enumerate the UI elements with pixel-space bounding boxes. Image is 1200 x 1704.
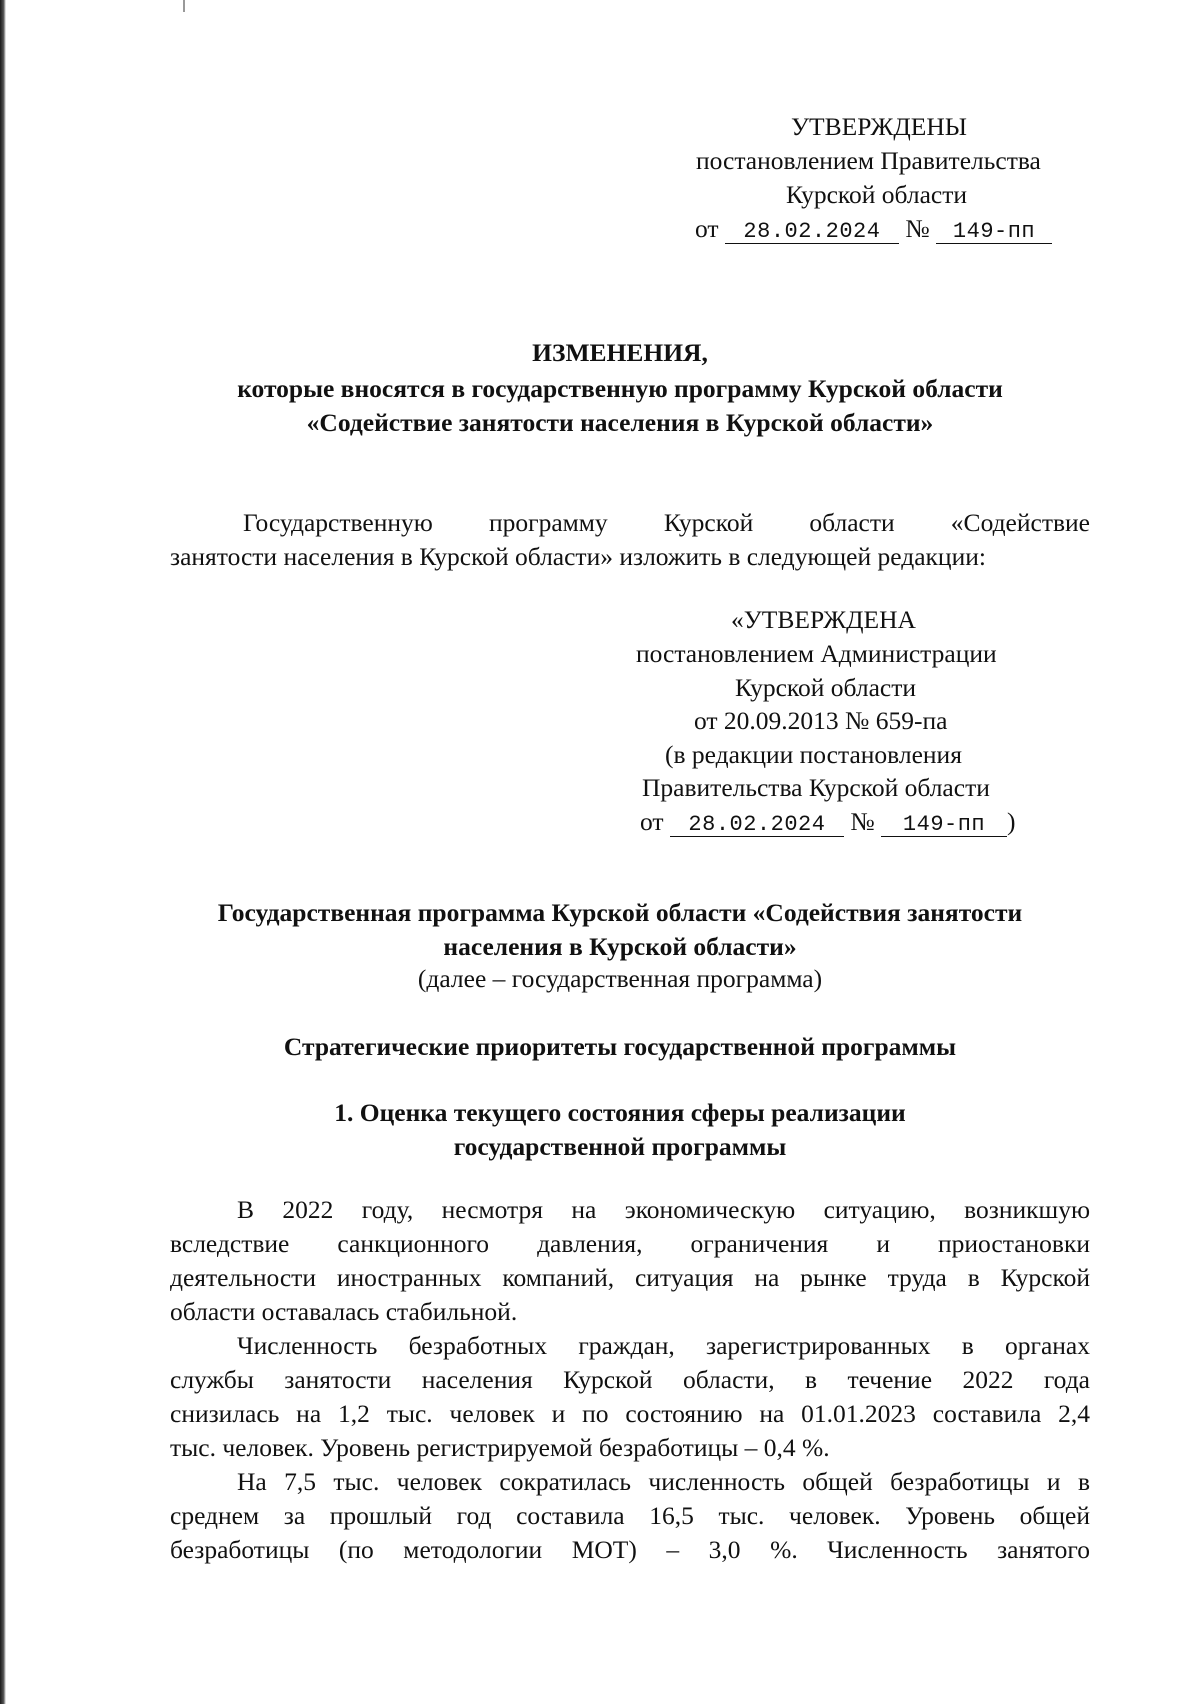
paragraph-line: тыс. человек. Уровень регистрируемой безработицы – 0,4 %.	[170, 1433, 830, 1462]
paragraph-line: В 2022 году, несмотря на экономическую ситуацию, возникшую	[237, 1195, 1090, 1224]
scan-mark	[183, 0, 185, 12]
approval-top-line1: УТВЕРЖДЕНЫ	[791, 112, 967, 141]
approval2-number-field: 149-пп	[881, 814, 1007, 837]
paragraph-line: области оставалась стабильной.	[170, 1297, 518, 1326]
approval-second-line6: Правительства Курской области	[642, 773, 990, 802]
title-heading: ИЗМЕНЕНИЯ,	[532, 338, 708, 367]
paragraph-line: Численность безработных граждан, зарегистрированных в органах	[237, 1331, 1090, 1360]
paragraph-line: безработицы (по методологии МОТ) – 3,0 %. Численность занятого	[170, 1535, 1090, 1564]
approval-top-line3: Курской области	[786, 180, 968, 209]
section-priorities-heading: Стратегические приоритеты государственной программы	[283, 1032, 957, 1061]
program-title-line2: населения в Курской области»	[443, 932, 797, 961]
section1-line2: государственной программы	[453, 1132, 787, 1161]
paragraph-line: службы занятости населения Курской области, в течение 2022 года	[170, 1365, 1090, 1394]
paragraph-line: вследствие санкционного давления, ограничения и приостановки	[170, 1229, 1090, 1258]
section1-line1: 1. Оценка текущего состояния сферы реализации	[334, 1098, 906, 1127]
approval-second-line4: от 20.09.2013 № 659-па	[694, 706, 948, 735]
approval2-date-field: 28.02.2024	[670, 814, 844, 837]
approval-number-field: 149-пп	[936, 221, 1052, 244]
approval-second-line2: постановлением Администрации	[636, 639, 997, 668]
title-line2: «Содействие занятости населения в Курской области»	[306, 408, 934, 437]
paragraph-line: деятельности иностранных компаний, ситуация на рынке труда в Курской	[170, 1263, 1090, 1292]
paragraph-line: снизилась на 1,2 тыс. человек и по состоянию на 01.01.2023 составила 2,4	[170, 1399, 1090, 1428]
number-label: №	[905, 214, 930, 243]
from-label: от	[695, 214, 719, 243]
intro-line1: Государственную программу Курской области «Содействие	[243, 508, 1090, 537]
approval-top-date-line	[695, 214, 1052, 245]
approval-date-field: 28.02.2024	[725, 221, 899, 244]
number-label-2: №	[850, 807, 875, 836]
intro-line2: занятости населения в Курской области» изложить в следующей редакции:	[170, 542, 986, 571]
approval-top-line2: постановлением Правительства	[696, 146, 1041, 175]
approval-second-line3: Курской области	[735, 673, 917, 702]
paragraph-line: На 7,5 тыс. человек сократилась численность общей безработицы и в	[237, 1467, 1090, 1496]
approval-second-line1: «УТВЕРЖДЕНА	[731, 605, 916, 634]
from-label-2: от	[640, 807, 664, 836]
approval-second-line5: (в редакции постановления	[665, 740, 962, 769]
close-paren: )	[1007, 807, 1016, 836]
title-line1: которые вносятся в государственную программу Курской области	[237, 374, 1003, 403]
scan-page-edge	[0, 0, 6, 1704]
program-title-line1: Государственная программа Курской области «Содействия занятости	[217, 898, 1023, 927]
paragraph-line: среднем за прошлый год составила 16,5 тыс. человек. Уровень общей	[170, 1501, 1090, 1530]
program-subtitle: (далее – государственная программа)	[417, 964, 823, 993]
approval-second-date-line	[640, 807, 1016, 838]
